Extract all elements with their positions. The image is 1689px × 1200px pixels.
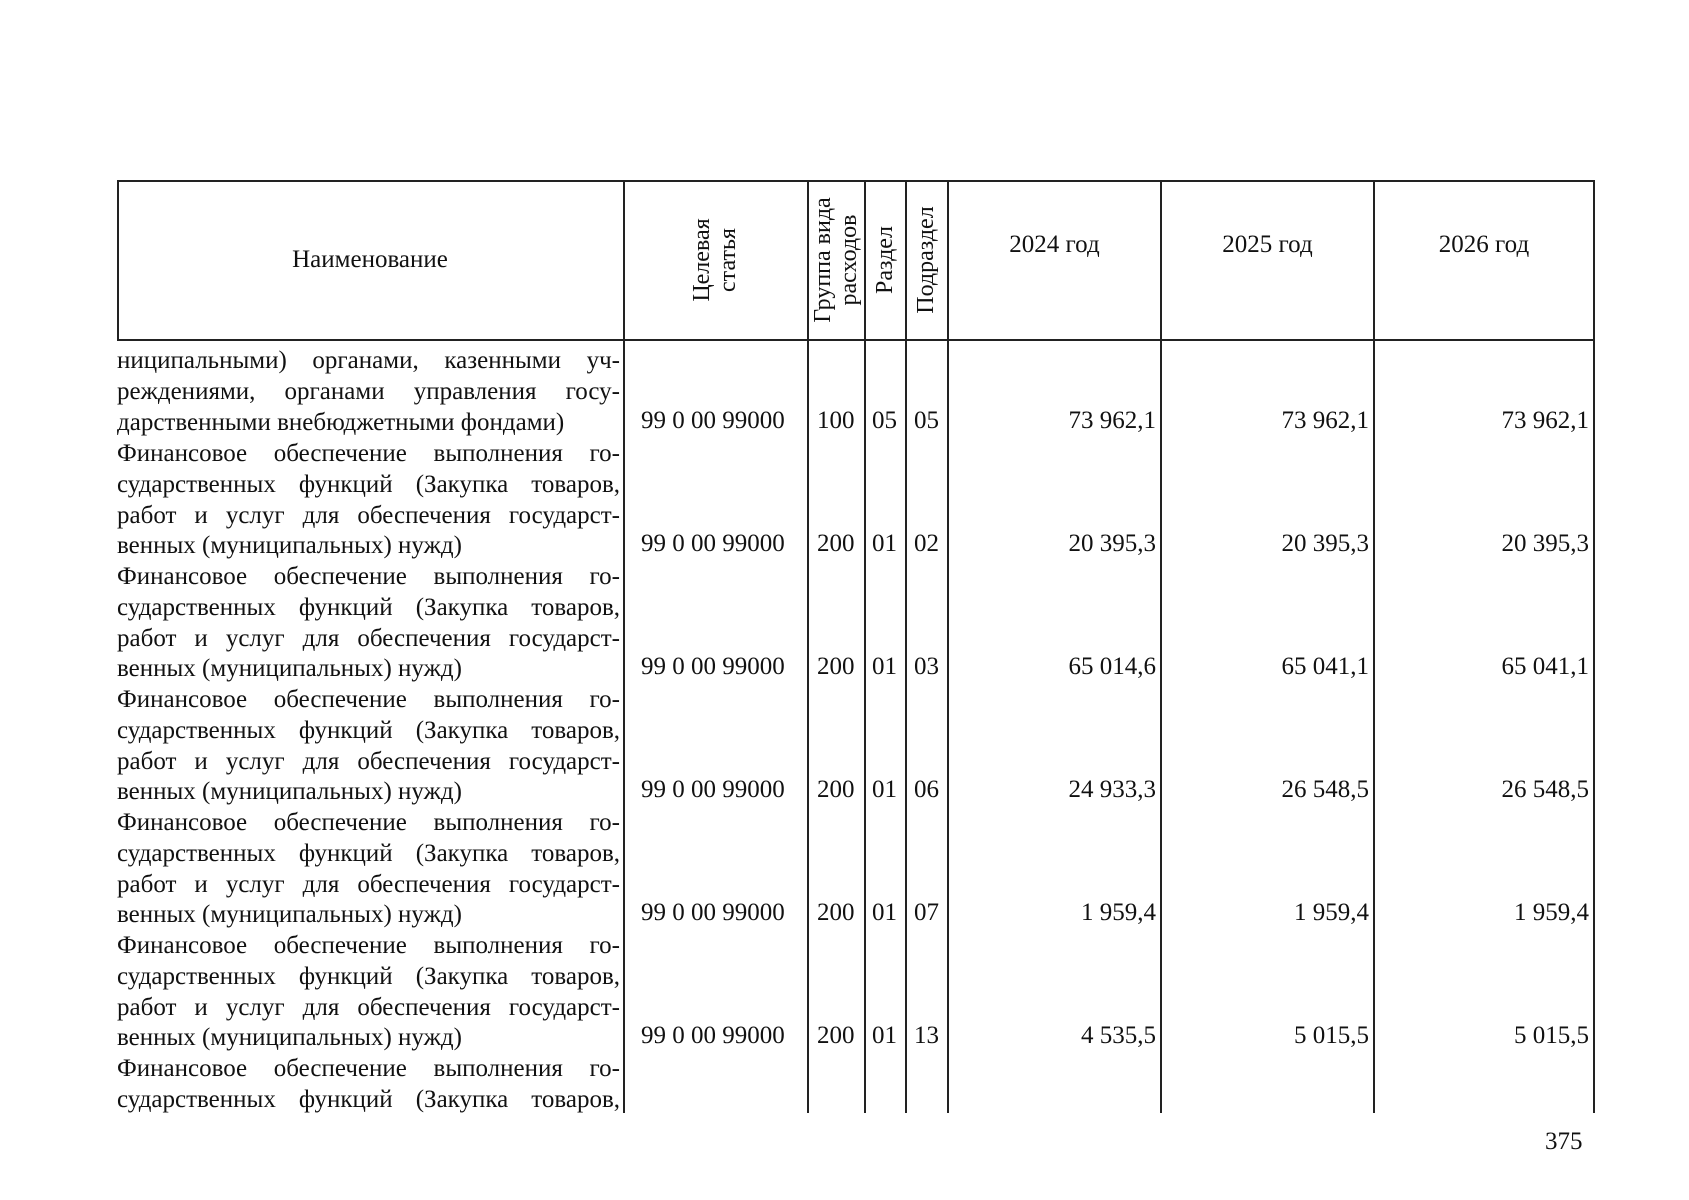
col-border-subsection	[947, 180, 949, 1113]
row-section: 01	[872, 899, 897, 926]
row-name-line: Финансовое обеспечение выполнения го-	[117, 563, 620, 590]
row-value-2026: 73 962,1	[1501, 407, 1589, 434]
row-subsection: 13	[914, 1022, 939, 1049]
row-name-line: работ и услуг для обеспечения государст-	[117, 748, 620, 775]
row-value-2024: 20 395,3	[1068, 530, 1156, 557]
row-group: 200	[817, 776, 855, 803]
row-name-line: сударственных функций (Закупка товаров,	[117, 717, 620, 744]
row-name-line: работ и услуг для обеспечения государст-	[117, 625, 620, 652]
row-code: 99 0 00 99000	[641, 530, 785, 557]
row-name-line: сударственных функций (Закупка товаров,	[117, 963, 620, 990]
row-section: 01	[872, 776, 897, 803]
col-border-2025	[1373, 180, 1375, 1113]
row-subsection: 05	[914, 407, 939, 434]
row-subsection: 02	[914, 530, 939, 557]
header-subsection: Подраздел	[913, 206, 939, 314]
row-name-line: венных (муниципальных) нужд)	[117, 901, 462, 928]
header-year-2026: 2026 год	[1438, 231, 1530, 258]
row-group: 200	[817, 530, 855, 557]
row-name-line: венных (муниципальных) нужд)	[117, 1024, 462, 1051]
row-value-2025: 65 041,1	[1281, 653, 1369, 680]
row-value-2025: 73 962,1	[1281, 407, 1369, 434]
row-value-2024: 4 535,5	[1081, 1022, 1156, 1049]
row-value-2025: 1 959,4	[1294, 899, 1369, 926]
row-name-line: Финансовое обеспечение выполнения го-	[117, 686, 620, 713]
row-name-line: Финансовое обеспечение выполнения го-	[117, 1055, 620, 1082]
row-value-2024: 65 014,6	[1068, 653, 1156, 680]
row-value-2026: 5 015,5	[1514, 1022, 1589, 1049]
row-section: 01	[872, 1022, 897, 1049]
row-name-line: сударственных функций (Закупка товаров,	[117, 471, 620, 498]
row-section: 01	[872, 653, 897, 680]
row-subsection: 06	[914, 776, 939, 803]
row-value-2026: 65 041,1	[1501, 653, 1589, 680]
header-year-2025: 2025 год	[1222, 231, 1313, 258]
row-name-line: работ и услуг для обеспечения государст-	[117, 871, 620, 898]
row-value-2025: 20 395,3	[1281, 530, 1369, 557]
row-name-line: реждениями, органами управления госу-	[117, 378, 620, 405]
row-code: 99 0 00 99000	[641, 653, 785, 680]
col-border-group	[864, 180, 866, 1113]
col-border-2024	[1160, 180, 1162, 1113]
row-subsection: 07	[914, 899, 939, 926]
budget-table	[117, 180, 1595, 1113]
header-name: Наименование	[292, 246, 448, 273]
row-group: 100	[817, 407, 855, 434]
row-value-2025: 5 015,5	[1294, 1022, 1369, 1049]
row-code: 99 0 00 99000	[641, 899, 785, 926]
row-name-line: дарственными внебюджетными фондами)	[117, 409, 565, 436]
row-name-line: Финансовое обеспечение выполнения го-	[117, 809, 620, 836]
row-value-2024: 73 962,1	[1068, 407, 1156, 434]
row-name-line: работ и услуг для обеспечения государст-	[117, 502, 620, 529]
row-code: 99 0 00 99000	[641, 776, 785, 803]
col-border-code	[807, 180, 809, 1113]
row-group: 200	[817, 653, 855, 680]
header-year-2024: 2024 год	[1009, 231, 1100, 258]
row-value-2026: 20 395,3	[1501, 530, 1589, 557]
row-subsection: 03	[914, 653, 939, 680]
row-section: 05	[872, 407, 897, 434]
col-border-name	[623, 180, 625, 1113]
header-expense-group: Группа вида расходов	[810, 197, 862, 323]
row-group: 200	[817, 899, 855, 926]
row-code: 99 0 00 99000	[641, 1022, 785, 1049]
row-group: 200	[817, 1022, 855, 1049]
row-name-line: работ и услуг для обеспечения государст-	[117, 994, 620, 1021]
header-target-article: Целевая статья	[689, 218, 741, 302]
row-value-2026: 26 548,5	[1501, 776, 1589, 803]
row-value-2025: 26 548,5	[1281, 776, 1369, 803]
header-section: Раздел	[872, 226, 898, 294]
row-name-line: сударственных функций (Закупка товаров,	[117, 594, 620, 621]
row-name-line: сударственных функций (Закупка товаров,	[117, 1086, 620, 1113]
row-value-2024: 24 933,3	[1068, 776, 1156, 803]
row-value-2026: 1 959,4	[1514, 899, 1589, 926]
row-section: 01	[872, 530, 897, 557]
row-name-line: сударственных функций (Закупка товаров,	[117, 840, 620, 867]
row-code: 99 0 00 99000	[641, 407, 785, 434]
page-number: 375	[1545, 1128, 1583, 1155]
row-name-line: Финансовое обеспечение выполнения го-	[117, 932, 620, 959]
row-name-line: венных (муниципальных) нужд)	[117, 532, 462, 559]
col-border-section	[905, 180, 907, 1113]
col-border-right	[1593, 180, 1595, 1113]
row-name-line: ниципальными) органами, казенными уч-	[117, 347, 620, 374]
row-name-line: Финансовое обеспечение выполнения го-	[117, 440, 620, 467]
row-name-line: венных (муниципальных) нужд)	[117, 655, 462, 682]
row-value-2024: 1 959,4	[1081, 899, 1156, 926]
row-name-line: венных (муниципальных) нужд)	[117, 778, 462, 805]
